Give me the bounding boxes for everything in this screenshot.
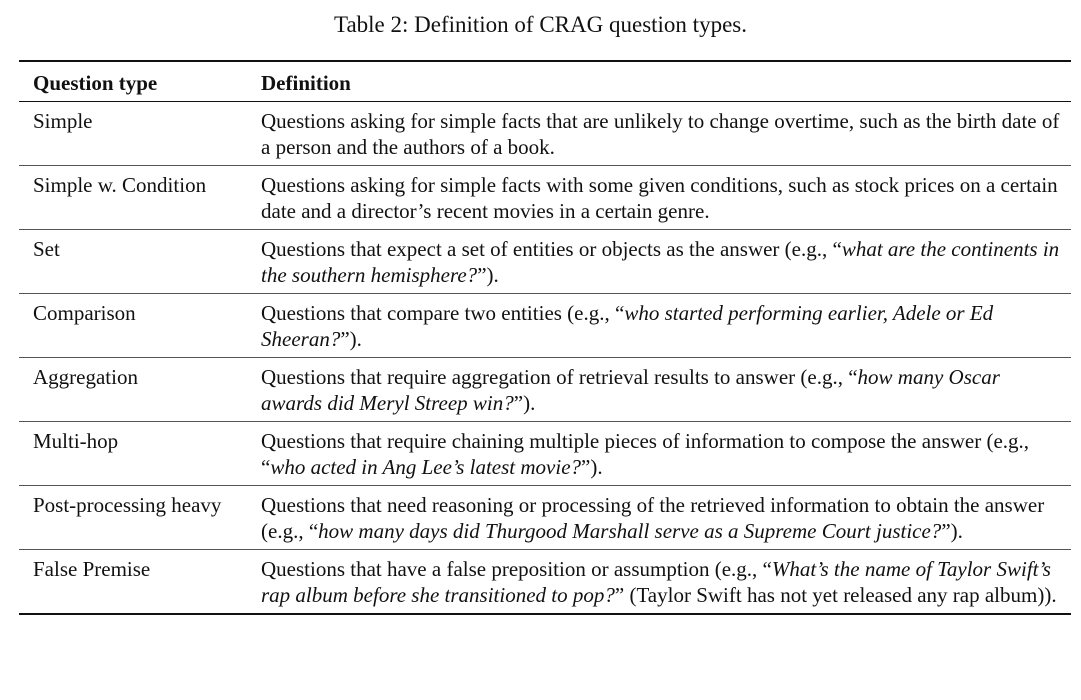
example-question-text: how many Oscar awards did Meryl Streep win?	[261, 365, 1000, 415]
example-question-text: who acted in Ang Lee’s latest movie?	[270, 455, 582, 479]
table-row	[19, 422, 1071, 486]
header-definition: Definition	[261, 61, 1071, 102]
question-type-cell: Multi-hop	[19, 422, 261, 486]
table-row	[19, 230, 1071, 294]
table-header-row	[19, 61, 1071, 102]
definition-cell	[261, 486, 1071, 550]
definition-text: Questions that require aggregation of retrieval results to answer (e.g., “	[261, 365, 858, 389]
definition-text: Questions that require chaining multiple pieces of information to compose the answer (e.g., “	[261, 429, 1030, 479]
definition-cell	[261, 422, 1071, 486]
definition-text: Questions that have a false preposition or assumption (e.g., “	[261, 557, 772, 581]
table-row	[19, 294, 1071, 358]
table-row	[19, 166, 1071, 230]
definition-text: ”).	[513, 391, 536, 415]
example-question-text: how many days did Thurgood Marshall serve as a Supreme Court justice?	[318, 519, 942, 543]
question-type-cell: Post-processing heavy	[19, 486, 261, 550]
definition-text: Questions that expect a set of entities or objects as the answer (e.g., “	[261, 237, 842, 261]
table-row	[19, 358, 1071, 422]
definition-text: ”).	[340, 327, 362, 351]
definition-text: ”).	[941, 519, 963, 543]
question-type-cell: Simple w. Condition	[19, 166, 261, 230]
definition-cell	[261, 102, 1071, 166]
definition-text: Questions that need reasoning or processing of the retrieved information to obtain the answer (e.g., “	[261, 493, 1045, 543]
definition-text: ”).	[477, 263, 499, 287]
definition-cell	[261, 550, 1071, 615]
definition-text: ” (Taylor Swift has not yet released any rap album)).	[614, 583, 1057, 607]
table-row	[19, 550, 1071, 615]
question-type-cell: Simple	[19, 102, 261, 166]
table-row	[19, 486, 1071, 550]
definition-cell	[261, 358, 1071, 422]
definition-text: Questions asking for simple facts with some given conditions, such as stock prices on a certain date and a director’s recent movies in a certain genre.	[261, 173, 1058, 223]
question-type-cell: Set	[19, 230, 261, 294]
table-row	[19, 102, 1071, 166]
definition-cell	[261, 230, 1071, 294]
question-type-cell: Comparison	[19, 294, 261, 358]
definition-text: Questions that compare two entities (e.g., “	[261, 301, 625, 325]
table-body	[19, 102, 1071, 615]
definition-cell	[261, 166, 1071, 230]
question-type-cell: False Premise	[33, 557, 151, 581]
table-caption: Table 2: Definition of CRAG question types.	[334, 12, 747, 37]
definition-cell	[261, 294, 1071, 358]
example-question-text: What’s the name of Taylor Swift’s rap album before she transitioned to pop?	[261, 557, 1051, 607]
example-question-text: who started performing earlier, Adele or Ed Sheeran?	[261, 301, 994, 351]
header-question-type: Question type	[19, 61, 261, 102]
question-type-cell: Aggregation	[19, 358, 261, 422]
definition-text: ”).	[581, 455, 603, 479]
definition-text: Questions asking for simple facts that are unlikely to change overtime, such as the birth date of a person and the authors of a book.	[261, 109, 1060, 159]
example-question-text: what are the continents in the southern hemisphere?	[261, 237, 1060, 287]
question-types-table	[19, 60, 1071, 615]
